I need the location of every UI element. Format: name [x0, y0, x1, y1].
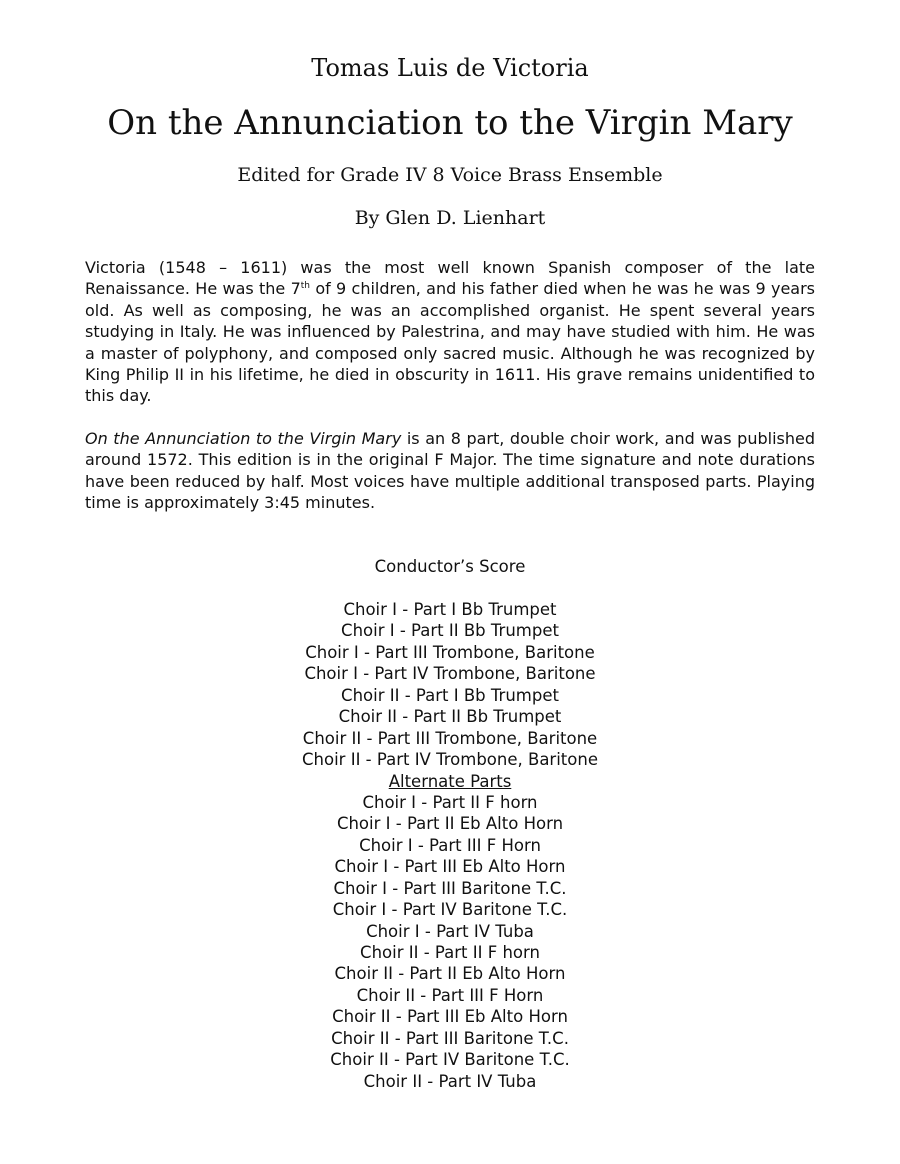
part-item: Choir II - Part II Bb Trumpet [338, 707, 562, 727]
alternate-part-item: Choir II - Part II Eb Alto Horn [334, 964, 566, 984]
subtitle: Edited for Grade IV 8 Voice Brass Ensemble [237, 164, 663, 186]
parts-list [0, 599, 900, 1092]
alternate-parts-heading: Alternate Parts [388, 771, 512, 791]
edition-text: is an 8 part, double choir work, and was published around 1572. This edition is in the original F Major. The time signature and note durations have been reduced by half. Most voices have multiple additional transposed parts. Playing time is approximately 3:45 minutes. [85, 429, 815, 513]
score-heading: Conductor’s Score [374, 557, 526, 576]
part-item: Choir II - Part IV Trombone, Baritone [302, 750, 598, 770]
alternate-part-item: Choir I - Part II Eb Alto Horn [336, 814, 564, 834]
alternate-part-item: Choir I - Part III Baritone T.C. [333, 878, 567, 898]
alternate-part-item: Choir II - Part II F horn [360, 943, 540, 962]
part-item: Choir II - Part III Trombone, Baritone [302, 728, 598, 748]
bio-superscript: th [300, 281, 310, 292]
alternate-part-item: Choir I - Part IV Tuba [366, 921, 534, 941]
part-item: Choir I - Part I Bb Trumpet [343, 600, 557, 619]
alternate-part-item: Choir II - Part IV Baritone T.C. [330, 1050, 570, 1070]
alternate-part-item: Choir II - Part III Baritone T.C. [331, 1028, 569, 1048]
alternate-part-item: Choir I - Part III Eb Alto Horn [334, 857, 566, 877]
alternate-part-item: Choir I - Part III F Horn [359, 835, 541, 855]
bio-text-a: Victoria (1548 – 1611) was the most well known Spanish composer of the late Renaissance. He was the 7 [85, 258, 815, 299]
part-item: Choir II - Part I Bb Trumpet [341, 685, 559, 705]
alternate-part-item: Choir I - Part IV Baritone T.C. [332, 900, 568, 920]
alternate-part-item: Choir II - Part III Eb Alto Horn [332, 1007, 568, 1027]
edition-paragraph [85, 428, 815, 514]
page-title: On the Annunciation to the Virgin Mary [107, 103, 793, 143]
alternate-part-item: Choir I - Part II F horn [362, 792, 538, 812]
alternate-part-item: Choir II - Part III F Horn [356, 985, 544, 1005]
edition-italic-title: On the Annunciation to the Virgin Mary [85, 429, 402, 448]
part-item: Choir I - Part IV Trombone, Baritone [304, 664, 596, 684]
author-line: By Glen D. Lienhart [354, 207, 546, 229]
bio-text-b: of 9 children, and his father died when he was he was 9 years old. As well as composing, he was an accomplished organist. He spent several years studying in Italy. He was influenced by Palestrina, and may have studied with him. He was a master of polyphony, and composed only sacred music. Although he was recognized by King Philip II in his lifetime, he died in obscurity in 1611. His grave remains unidentified to this day. [85, 279, 815, 406]
alternate-part-item: Choir II - Part IV Tuba [363, 1071, 537, 1091]
bio-paragraph [85, 257, 815, 407]
part-item: Choir I - Part II Bb Trumpet [341, 621, 559, 641]
composer-name: Tomas Luis de Victoria [311, 54, 589, 82]
part-item: Choir I - Part III Trombone, Baritone [305, 642, 595, 662]
